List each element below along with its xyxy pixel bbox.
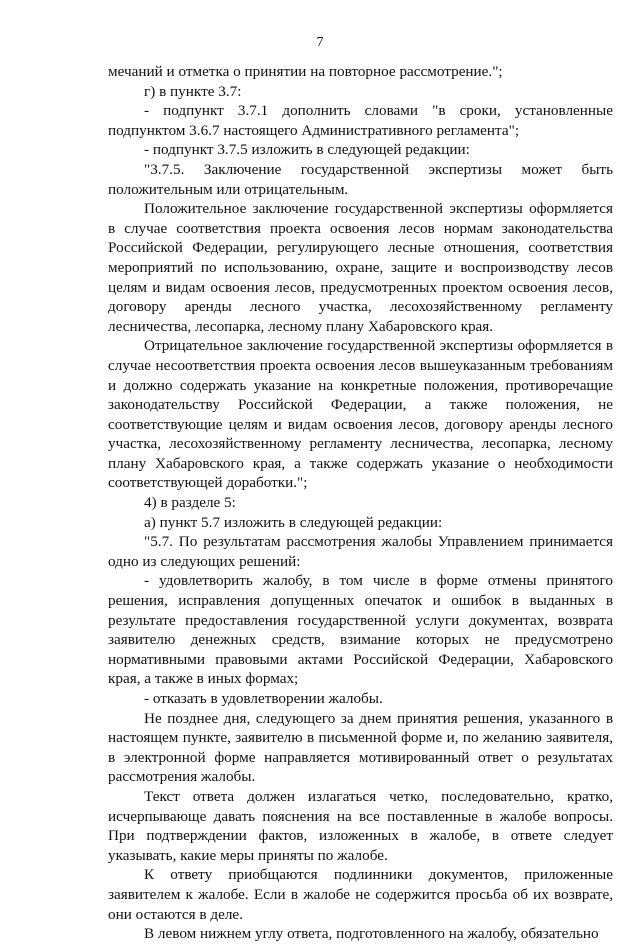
paragraph: Отрицательное заключение государственной экспертизы оформляется в случае несоответствия проекта освоения лесов вышеуказанным требованиям и должно содержать указание на конкретные положения, противоречащие законодательству Российской Федерации, а также положения, не соответствующие целям и видам освоения лесов, договору аренды лесного участка, лесохозяйственному регламенту лесничества, лесопарка, лесному плану Хабаровского края, а также содержать указание о необходимости соответствующей доработки."; [108, 337, 613, 492]
paragraph: "5.7. По результатам рассмотрения жалобы Управлением принимается одно из следующих решений: [108, 533, 613, 570]
paragraph: Не позднее дня, следующего за днем принятия решения, указанного в настоящем пункте, заявителю в письменной форме и, по желанию заявителя, в электронной форме направляется мотивированный ответ о результатах рассмотрения жалобы. [108, 709, 613, 786]
paragraph: 4) в разделе 5: [144, 494, 236, 512]
document-body [108, 62, 613, 944]
paragraph: Текст ответа должен излагаться четко, последовательно, кратко, исчерпывающе давать пояснения на все поставленные в жалобе вопросы. При подтверждении фактов, изложенных в жалобе, в ответе следует указывать, какие меры приняты по жалобе. [108, 787, 613, 864]
paragraph: В левом нижнем углу ответа, подготовленного на жалобу, обязательно [144, 925, 599, 943]
paragraph: мечаний и отметка о принятии на повторное рассмотрение."; [108, 63, 503, 80]
paragraph: г) в пункте 3.7: [144, 82, 242, 100]
paragraph: - подпункт 3.7.5 изложить в следующей редакции: [144, 141, 470, 159]
paragraph: - удовлетворить жалобу, в том числе в форме отмены принятого решения, исправления допущенных опечаток и ошибок в выданных в результате предоставления государственной услуги документах, возврата заявителю денежных средств, взимание которых не предусмотрено нормативными правовыми актами Российской Федерации, Хабаровского края, а также в иных формах; [108, 572, 613, 688]
paragraph: а) пункт 5.7 изложить в следующей редакции: [144, 513, 443, 531]
paragraph: "3.7.5. Заключение государственной экспертизы может быть положительным или отрицательным. [108, 160, 613, 198]
paragraph: - подпункт 3.7.1 дополнить словами "в сроки, установленные подпунктом 3.6.7 настоящего Административного регламента"; [108, 102, 613, 139]
paragraph: К ответу приобщаются подлинники документов, приложенные заявителем к жалобе. Если в жалобе не содержится просьба об их возврате, они остаются в деле. [108, 866, 613, 923]
paragraph: Положительное заключение государственной экспертизы оформляется в случае соответствия проекта освоения лесов нормам законодательства Российской Федерации, регулирующего лесные отношения, соответствия мероприятий по использованию, охране, защите и воспроизводству лесов целям и видам освоения лесов, предусмотренных проектом освоения лесов, договору аренды лесного участка, лесохозяйственному регламенту лесничества, лесопарка, лесному плану Хабаровского края. [108, 200, 613, 335]
paragraph: - отказать в удовлетворении жалобы. [144, 690, 383, 707]
page-number: 7 [316, 35, 324, 50]
